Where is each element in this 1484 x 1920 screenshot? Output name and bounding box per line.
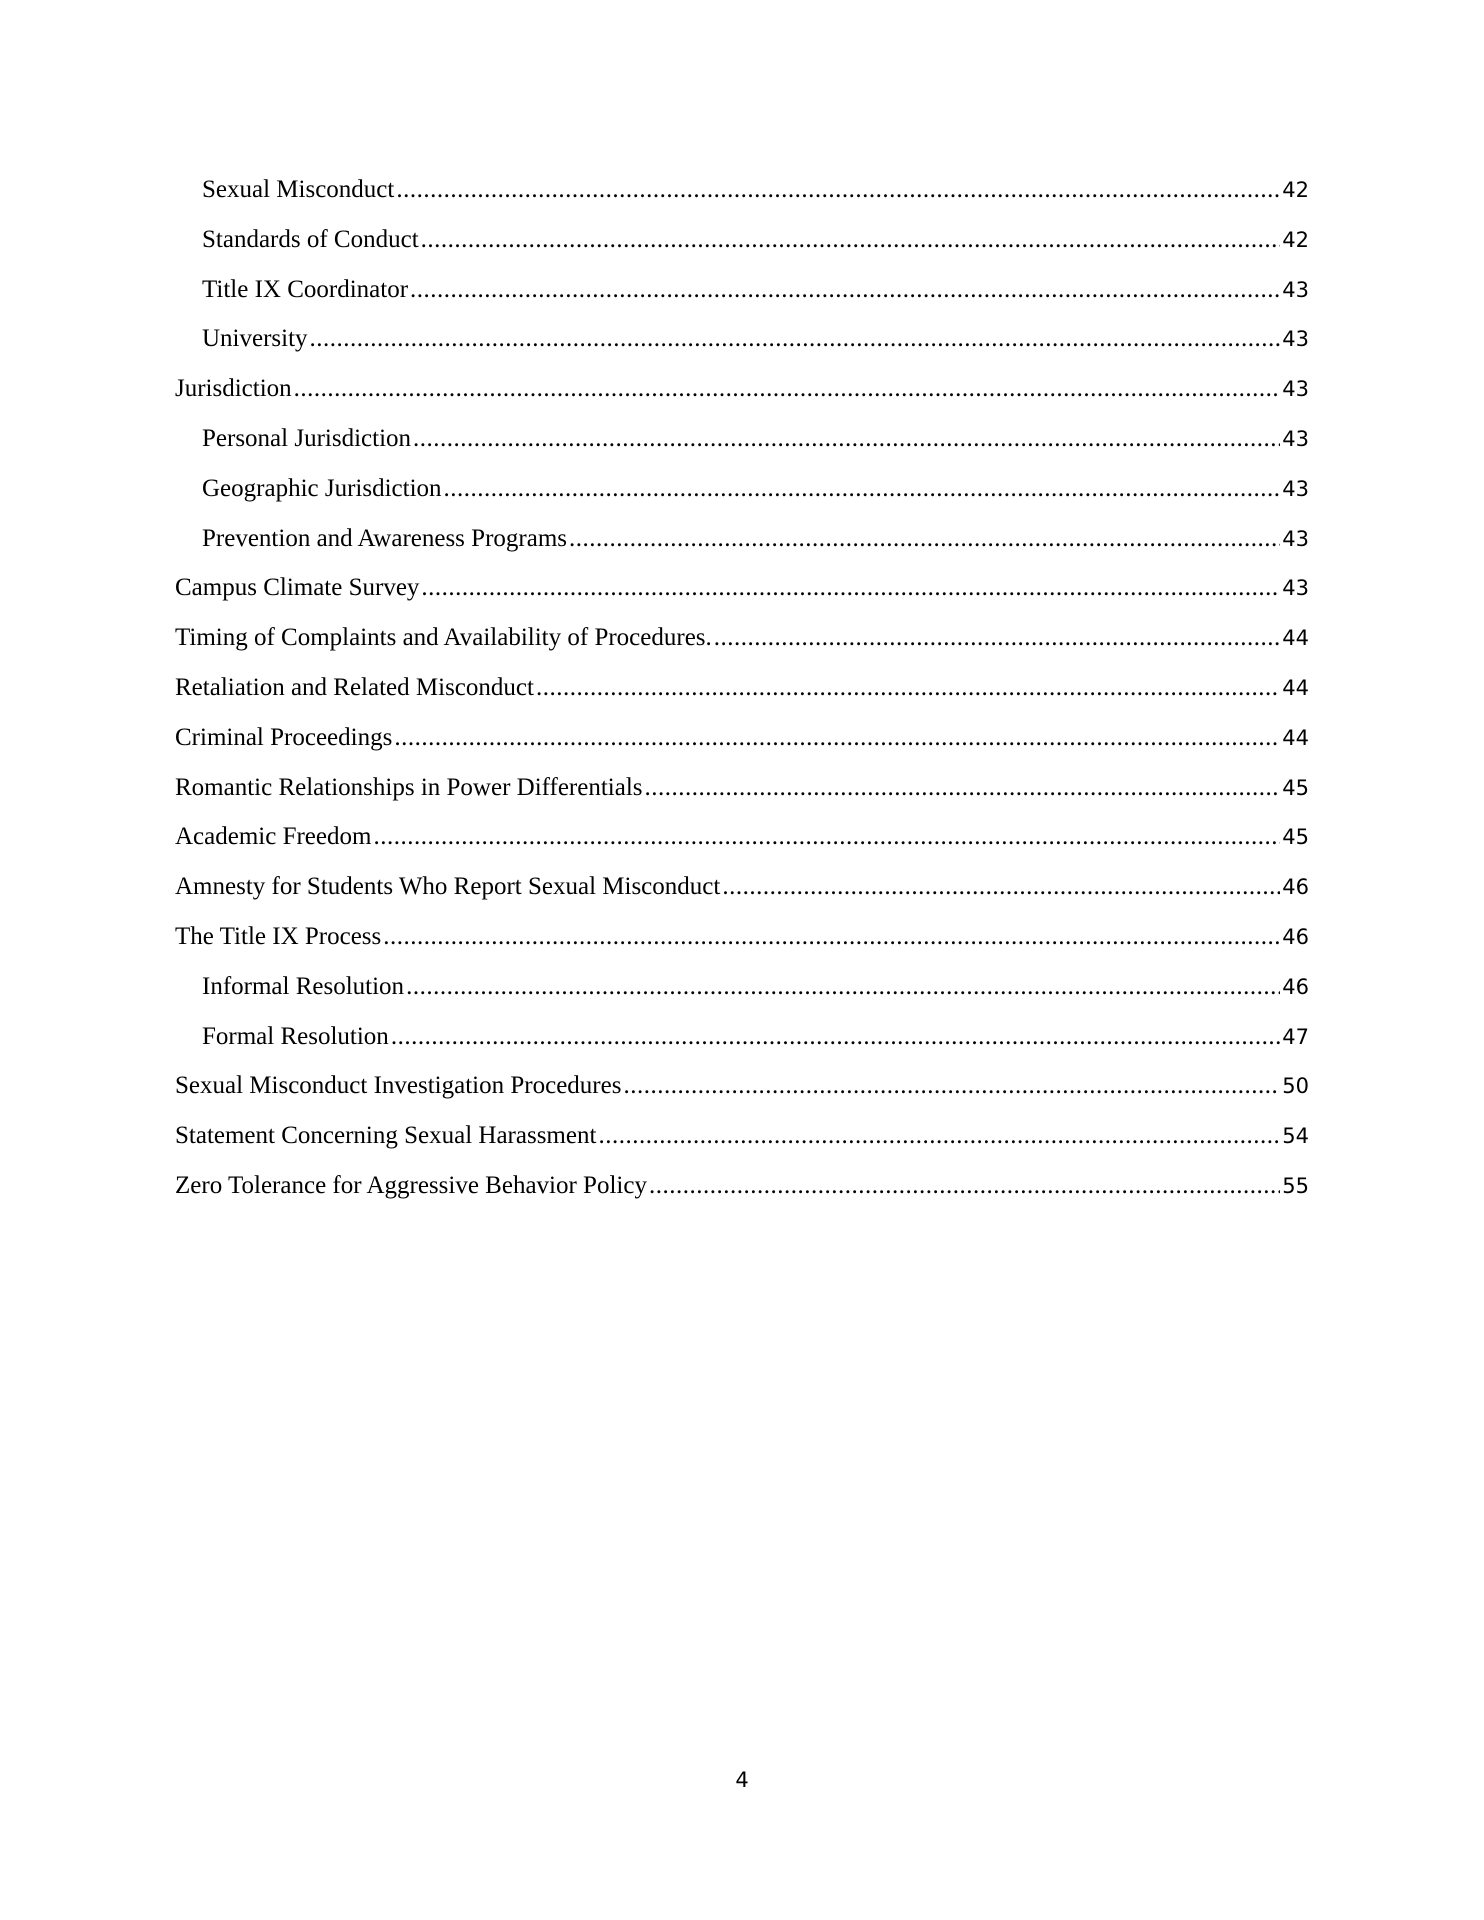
toc-entry-page: 54 bbox=[1282, 1124, 1309, 1149]
toc-entry[interactable] bbox=[175, 917, 1309, 967]
toc-entry-page: 45 bbox=[1282, 775, 1309, 800]
toc-entry-page: 43 bbox=[1282, 526, 1309, 551]
toc-entry-title: Sexual Misconduct bbox=[202, 176, 395, 203]
table-of-contents bbox=[175, 170, 1309, 1216]
toc-entry-title: Amnesty for Students Who Report Sexual Misconduct bbox=[175, 873, 721, 901]
toc-entry[interactable] bbox=[175, 170, 1309, 220]
toc-entry-page: 43 bbox=[1282, 576, 1309, 601]
toc-dot-leader bbox=[421, 568, 1280, 608]
toc-entry-title: Sexual Misconduct Investigation Procedures bbox=[175, 1072, 622, 1100]
toc-entry-page: 46 bbox=[1282, 875, 1309, 900]
page-number: 4 bbox=[735, 1768, 749, 1792]
toc-dot-leader bbox=[598, 1116, 1280, 1156]
toc-entry-page: 44 bbox=[1282, 725, 1309, 750]
toc-entry[interactable] bbox=[175, 469, 1309, 519]
toc-entry-page: 43 bbox=[1282, 476, 1309, 501]
toc-entry[interactable] bbox=[175, 369, 1309, 419]
toc-entry-title: Standards of Conduct bbox=[202, 225, 419, 253]
toc-entry-title: Zero Tolerance for Aggressive Behavior Policy bbox=[175, 1171, 647, 1199]
toc-entry-title: Campus Climate Survey bbox=[175, 574, 420, 602]
toc-entry-title: Romantic Relationships in Power Differentials bbox=[175, 773, 643, 801]
toc-entry-page: 50 bbox=[1282, 1074, 1309, 1099]
toc-entry[interactable] bbox=[175, 817, 1309, 867]
toc-entry[interactable] bbox=[175, 319, 1309, 369]
toc-entry[interactable] bbox=[175, 967, 1309, 1017]
toc-entry-page: 42 bbox=[1282, 178, 1309, 202]
toc-dot-leader bbox=[649, 1166, 1280, 1206]
toc-dot-leader bbox=[294, 369, 1281, 409]
toc-entry[interactable] bbox=[175, 1017, 1309, 1067]
toc-dot-leader bbox=[714, 618, 1280, 658]
toc-entry-page: 44 bbox=[1282, 626, 1309, 651]
toc-entry-page: 47 bbox=[1282, 1024, 1309, 1049]
toc-entry-page: 55 bbox=[1282, 1173, 1309, 1198]
toc-entry[interactable] bbox=[175, 1066, 1309, 1116]
toc-entry-title: Geographic Jurisdiction bbox=[202, 474, 442, 502]
toc-dot-leader bbox=[421, 220, 1281, 260]
toc-dot-leader bbox=[410, 270, 1280, 310]
toc-entry-title: Prevention and Awareness Programs bbox=[202, 524, 567, 552]
toc-dot-leader bbox=[373, 817, 1280, 857]
toc-entry-title: University bbox=[202, 325, 308, 353]
toc-dot-leader bbox=[406, 967, 1280, 1007]
toc-entry-title: Personal Jurisdiction bbox=[202, 424, 412, 452]
toc-entry[interactable] bbox=[175, 1116, 1309, 1166]
toc-entry-page: 43 bbox=[1282, 277, 1309, 302]
toc-entry-page: 44 bbox=[1282, 675, 1309, 700]
toc-dot-leader bbox=[394, 718, 1280, 758]
toc-dot-leader bbox=[310, 319, 1281, 359]
toc-dot-leader bbox=[722, 867, 1280, 907]
toc-entry-title: Jurisdiction bbox=[175, 375, 292, 403]
toc-entry-page: 43 bbox=[1282, 327, 1309, 352]
toc-entry-title: Formal Resolution bbox=[202, 1022, 389, 1050]
toc-entry-title: Academic Freedom bbox=[175, 823, 372, 851]
toc-entry-title: Title IX Coordinator bbox=[202, 275, 409, 303]
toc-dot-leader bbox=[383, 917, 1280, 957]
toc-dot-leader bbox=[413, 419, 1280, 459]
toc-dot-leader bbox=[645, 768, 1281, 808]
toc-entry-page: 43 bbox=[1282, 377, 1309, 402]
toc-entry[interactable] bbox=[175, 718, 1309, 768]
toc-dot-leader bbox=[391, 1017, 1280, 1057]
toc-entry-title: Informal Resolution bbox=[202, 972, 405, 1000]
toc-entry-title: Criminal Proceedings bbox=[175, 723, 393, 751]
toc-dot-leader bbox=[569, 519, 1280, 559]
toc-entry[interactable] bbox=[175, 618, 1309, 668]
toc-entry-page: 45 bbox=[1282, 825, 1309, 850]
toc-dot-leader bbox=[536, 668, 1280, 708]
toc-entry-page: 43 bbox=[1282, 426, 1309, 451]
toc-entry[interactable] bbox=[175, 867, 1309, 917]
toc-entry[interactable] bbox=[175, 1166, 1309, 1216]
toc-entry[interactable] bbox=[175, 568, 1309, 618]
toc-entry[interactable] bbox=[175, 668, 1309, 718]
toc-entry[interactable] bbox=[175, 768, 1309, 818]
toc-entry[interactable] bbox=[175, 419, 1309, 469]
toc-entry-page: 42 bbox=[1282, 227, 1309, 252]
toc-dot-leader bbox=[444, 469, 1281, 509]
toc-entry-page: 46 bbox=[1282, 974, 1309, 999]
toc-entry-title: Statement Concerning Sexual Harassment bbox=[175, 1122, 597, 1150]
toc-entry-title: Timing of Complaints and Availability of Procedures. bbox=[175, 624, 712, 652]
toc-entry-title: The Title IX Process bbox=[175, 922, 382, 950]
toc-entry[interactable] bbox=[175, 220, 1309, 270]
toc-entry-page: 46 bbox=[1282, 924, 1309, 949]
toc-dot-leader bbox=[396, 170, 1280, 210]
toc-entry-title: Retaliation and Related Misconduct bbox=[175, 673, 534, 701]
toc-entry[interactable] bbox=[175, 519, 1309, 569]
toc-dot-leader bbox=[623, 1066, 1280, 1106]
toc-entry[interactable] bbox=[175, 270, 1309, 320]
